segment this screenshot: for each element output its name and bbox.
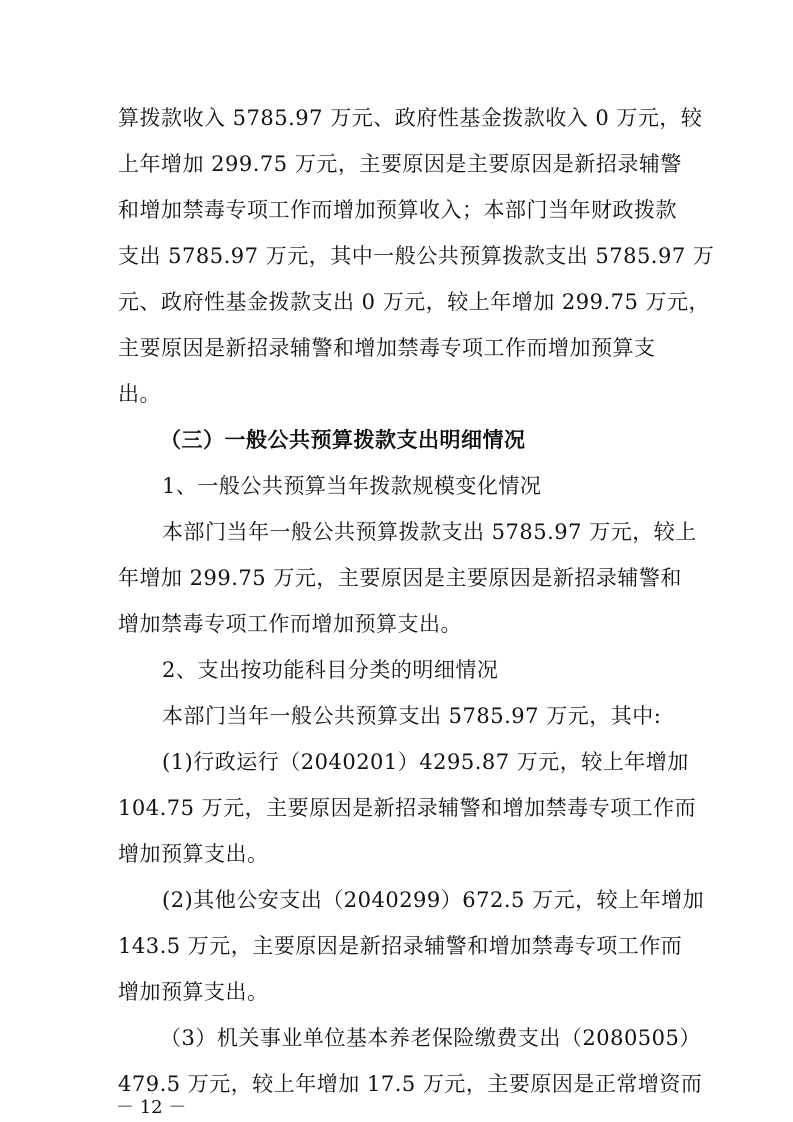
list-item-line: 增加预算支出。 — [118, 842, 269, 866]
list-item-line: 143.5 万元，主要原因是新招录辅警和增加禁毒专项工作而 — [118, 934, 683, 958]
page-number: － 12 － — [116, 1097, 187, 1118]
body-text-line: 增加禁毒专项工作而增加预算支出。 — [118, 612, 462, 636]
list-item-line: 增加预算支出。 — [118, 980, 269, 1004]
list-item-line: （3）机关事业单位基本养老保险缴费支出（2080505） — [160, 1026, 701, 1050]
list-item-line: 479.5 万元，较上年增加 17.5 万元，主要原因是正常增资而 — [118, 1072, 703, 1096]
list-item-line: 104.75 万元，主要原因是新招录辅警和增加禁毒专项工作而 — [118, 796, 697, 820]
body-text-line: 出。 — [118, 382, 161, 406]
body-text-line: 本部门当年一般公共预算拨款支出 5785.97 万元，较上 — [162, 520, 697, 544]
list-item-line: (1)行政运行（2040201）4295.87 万元，较上年增加 — [162, 750, 689, 774]
body-text-line: 上年增加 299.75 万元，主要原因是主要原因是新招录辅警 — [118, 152, 682, 176]
body-text-line: 本部门当年一般公共预算支出 5785.97 万元，其中: — [162, 704, 662, 728]
subsection-title: 2、支出按功能科目分类的明细情况 — [162, 658, 499, 682]
section-heading: （三）一般公共预算拨款支出明细情况 — [160, 428, 526, 452]
body-text-line: 和增加禁毒专项工作而增加预算收入；本部门当年财政拨款 — [118, 198, 677, 222]
body-text-line: 支出 5785.97 万元，其中一般公共预算拨款支出 5785.97 万 — [118, 244, 715, 268]
body-text-line: 主要原因是新招录辅警和增加禁毒专项工作而增加预算支 — [118, 336, 656, 360]
body-text-line: 年增加 299.75 万元，主要原因是主要原因是新招录辅警和 — [118, 566, 682, 590]
subsection-title: 1、一般公共预算当年拨款规模变化情况 — [162, 474, 542, 498]
body-text-line: 元、政府性基金拨款支出 0 万元，较上年增加 299.75 万元， — [118, 290, 711, 314]
body-text-line: 算拨款收入 5785.97 万元、政府性基金拨款收入 0 万元，较 — [118, 106, 703, 130]
list-item-line: (2)其他公安支出（2040299）672.5 万元，较上年增加 — [162, 888, 705, 912]
